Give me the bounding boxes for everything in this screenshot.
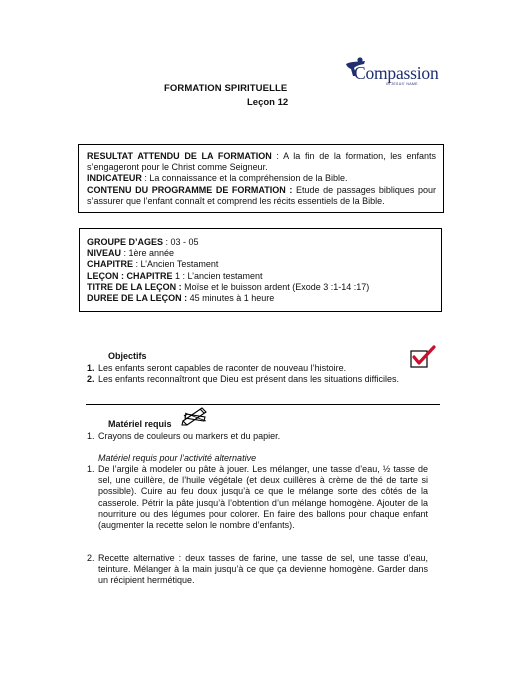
- alt-material-item: [87, 553, 428, 587]
- material-item: [87, 431, 428, 442]
- logo-tagline: IN JESUS' NAME: [386, 82, 418, 86]
- lesson-chapter-label: LEÇON : CHAPITRE: [87, 270, 173, 281]
- age-label: GROUPE D’AGES: [87, 237, 164, 247]
- indicator-label: INDICATEUR: [87, 173, 142, 184]
- objective-text: Les enfants seront capables de raconter de nouveau l’histoire.: [98, 363, 347, 373]
- objective-text: Les enfants reconnaîtront que Dieu est présent dans les situations difficiles.: [98, 374, 400, 384]
- content-text: Etude de passages bibliques pour s’assurer que l’enfant connaît et comprend les récits essentiels de la Bible.: [87, 184, 436, 206]
- lesson-title-label: TITRE DE LA LEÇON :: [87, 281, 182, 292]
- objective-number: 1.: [87, 363, 95, 373]
- alt-materials-heading: Matériel requis pour l’activité alternative: [98, 453, 257, 463]
- level-label: NIVEAU: [87, 248, 122, 259]
- duration-label: DUREE DE LA LEÇON :: [87, 293, 188, 304]
- chapter-value: : L’Ancien Testament: [133, 259, 219, 270]
- pencils-icon: [181, 404, 211, 426]
- material-text: Crayons de couleurs ou markers et du papier.: [98, 431, 281, 441]
- lesson-chapter-value: 1 : L’ancien testament: [172, 270, 263, 281]
- level-value: : 1ère année: [121, 248, 175, 259]
- result-text: : A la fin de la formation, les enfants s’engageront pour le Christ comme Seigneur.: [87, 151, 436, 173]
- age-value: : 03 - 05: [163, 237, 199, 247]
- objectives-heading: Objectifs: [108, 351, 147, 361]
- lesson-info-box: [79, 228, 442, 312]
- materials-heading: Matériel requis: [108, 419, 172, 429]
- alt-material-text: Recette alternative : deux tasses de farine, une tasse de sel, une tasse d’eau, teinture. Mélanger à la main jusqu’à ce que ça devienne homogène. Garder dans un récipient hermétique.: [98, 553, 428, 586]
- objective-number: 2.: [87, 374, 95, 384]
- chapter-label: CHAPITRE: [87, 259, 134, 270]
- content-label: CONTENU DU PROGRAMME DE FORMATION :: [87, 184, 293, 195]
- logo-wordmark: Compassion: [354, 63, 439, 83]
- objective-item: [87, 363, 428, 374]
- document-title: FORMATION SPIRITUELLE: [164, 83, 288, 94]
- duration-value: 45 minutes à 1 heure: [187, 293, 275, 304]
- compassion-logo: [340, 56, 440, 98]
- lesson-title-value: Moïse et le buisson ardent (Exode 3 :1-14 :17): [181, 281, 370, 292]
- section-divider: [86, 404, 440, 405]
- alt-material-item: [87, 464, 428, 531]
- objective-item: [87, 374, 428, 385]
- alt-material-text: De l’argile à modeler ou pâte à jouer. Les mélanger, une tasse d’eau, ½ tasse de sel, une cuillère, de l’huile végétale (et deux cuillères à crème de thé de tarte si possible). Cuire au feu doux jusqu’à ce que le mélange sorte des côtés de la casserole. Pétrir la pâte jusqu’à l’obtention d’un mélange homogène. Ajouter de la nourriture ou des légumes pour colorer. En faire des ballons pour chaque enfant (augmenter la recette selon le nombre d’enfants).: [98, 464, 428, 531]
- indicator-text: : La connaissance et la compréhension de la Bible.: [141, 173, 348, 184]
- result-label: RESULTAT ATTENDU DE LA FORMATION: [87, 151, 272, 161]
- alt-material-number: 1.: [87, 464, 95, 474]
- formation-result-box: [78, 144, 444, 213]
- alt-material-number: 2.: [87, 553, 95, 563]
- material-number: 1.: [87, 431, 95, 441]
- lesson-number: Leçon 12: [247, 97, 289, 108]
